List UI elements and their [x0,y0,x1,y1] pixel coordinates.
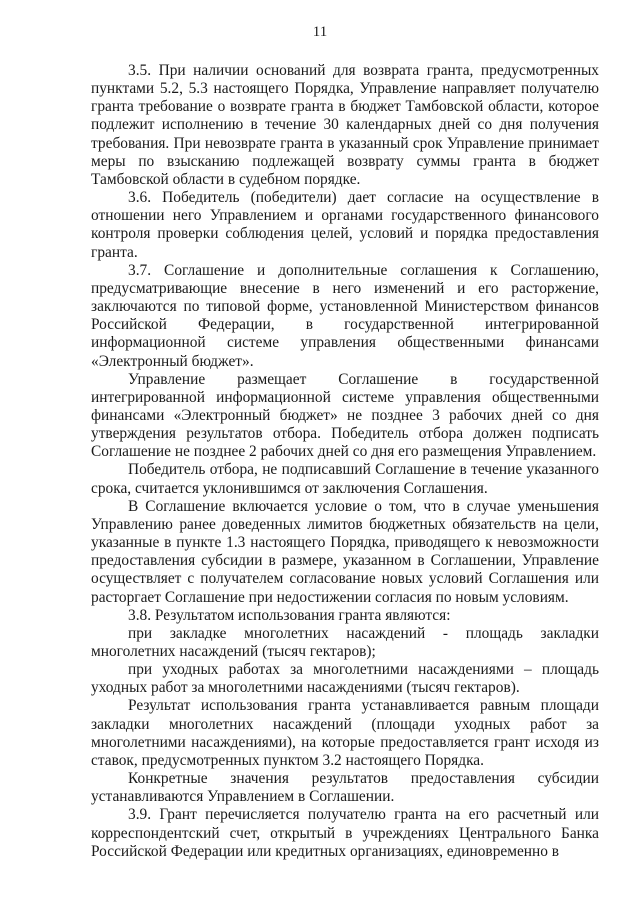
paragraph-limits-reduction: В Соглашение включается условие о том, что в случае уменьшения Управлению ранее доведенных лимитов бюджетных обязательств на цели, указанные в пункте 1.3 настоящего Порядка, приводящего к невозможности предоставления субсидии в размере, указанном в Соглашении, Управление осуществляет с получателем согласование новых условий Соглашения или расторгает Соглашение при недостижении согласия по новым условиям. [91,497,599,606]
document-body [91,62,599,861]
paragraph-result-definition: Результат использования гранта устанавливается равным площади закладки многолетних насаждений (площади уходных работ за многолетними насаждениями), на которые предоставляется грант исходя из ставок, предусмотренных пунктом 3.2 настоящего Порядка. [91,697,599,769]
paragraph-3-5: 3.5. При наличии оснований для возврата гранта, предусмотренных пунктами 5.2, 5.3 настоящего Порядка, Управление направляет получателю гранта требование о возврате гранта в бюджет Тамбовской области, которое подлежит исполнению в течение 30 календарных дней со дня получения требования. При невозврате гранта в указанный срок Управление принимает меры по взысканию подлежащей возврату суммы гранта в бюджет Тамбовской области в судебном порядке. [91,62,599,188]
paragraph-3-8: 3.8. Результатом использования гранта являются: [128,606,451,624]
paragraph-3-7: 3.7. Соглашение и дополнительные соглашения к Соглашению, предусматривающие внесение в него изменений и его расторжение, заключаются по типовой форме, установленной Министерством финансов Российской Федерации, в государственной интегрированной информационной системе управления общественными финансами «Электронный бюджет». [91,261,599,370]
paragraph-winner-evasion: Победитель отбора, не подписавший Соглашение в течение указанного срока, считается уклонившимся от заключения Соглашения. [91,461,599,497]
paragraph-3-9: 3.9. Грант перечисляется получателю гранта на его расчетный или корреспондентский счет, открытый в учреждениях Центрального Банка Российской Федерации или кредитных организациях, единовременно в [91,806,599,860]
paragraph-agreement-placement: Управление размещает Соглашение в государственной интегрированной информационной системе управления общественными финансами «Электронный бюджет» не позднее 3 рабочих дней со дня утверждения результатов отбора. Победитель отбора должен подписать Соглашение не позднее 2 рабочих дней со дня его размещения Управлением. [91,370,599,461]
paragraph-3-6: 3.6. Победитель (победители) дает согласие на осуществление в отношении него Управлением и органами государственного финансового контроля проверки соблюдения целей, условий и порядка предоставления гранта. [91,189,599,261]
paragraph-result-maintenance: при уходных работах за многолетними насаждениями – площадь уходных работ за многолетними насаждениями (тысяч гектаров). [91,661,599,697]
paragraph-result-planting: при закладке многолетних насаждений - площадь закладки многолетних насаждений (тысяч гектаров); [91,624,599,660]
page-number: 11 [312,24,328,40]
paragraph-result-values: Конкретные значения результатов предоставления субсидии устанавливаются Управлением в Соглашении. [91,770,599,806]
